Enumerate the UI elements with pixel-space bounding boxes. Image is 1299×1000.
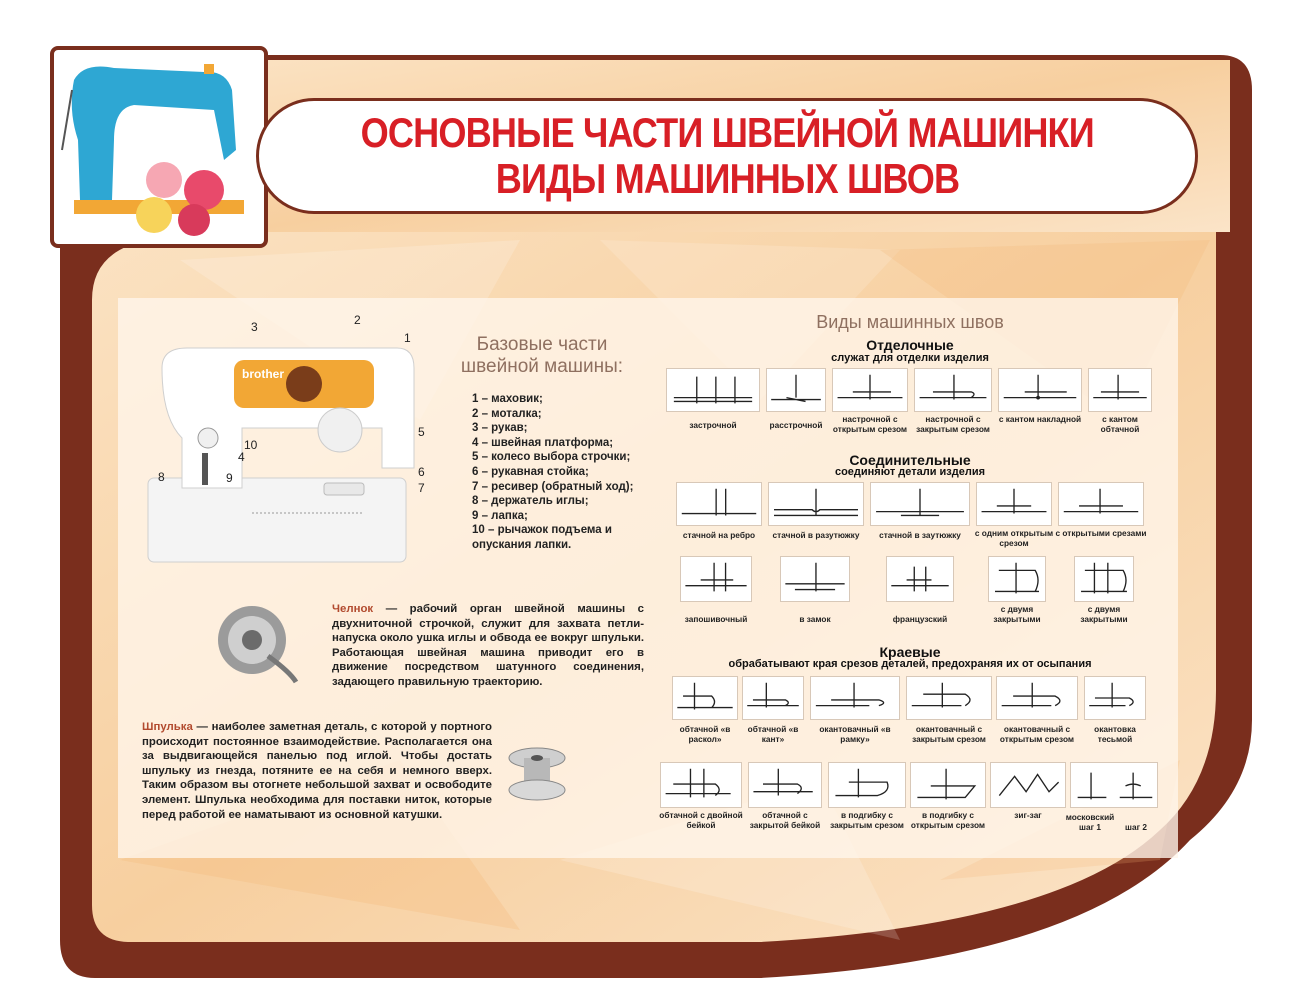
- parts-item: 9 – лапка;: [472, 509, 528, 522]
- seams-title: Виды машинных швов: [816, 312, 1004, 332]
- callout-2: 2: [354, 313, 361, 327]
- parts-item: 1 – маховик;: [472, 393, 543, 405]
- brand-label: brother: [242, 367, 284, 381]
- seam-caption: окантовка тесьмой: [1094, 724, 1136, 744]
- seam-caption: стачной в разутюжку: [772, 530, 860, 540]
- parts-item: 6 – рукавная стойка;: [472, 465, 589, 478]
- seam-edge: [742, 676, 804, 744]
- seam-caption: обтачной «в раскол»: [679, 724, 731, 744]
- parts-heading: Базовые части швейной машины:: [460, 334, 624, 377]
- seam-joining: [1074, 556, 1134, 624]
- shpulka-description: — наиболее заметная деталь, с которой у портного происходит постоянное взаимодействие. Располагается она за выдвигающейся панелью под иглой. Чтобы достать шпульку из гнезда, потяните ее на себя и немного вверх. Таким образом вы отогнете небольшой захват и освободите элемент. Шпулька необходима для поставки ниток, которые перед работой ее наматывают из основной катушки.: [142, 721, 492, 821]
- page-title-line-2: ВИДЫ МАШИННЫХ ШВОВ: [495, 155, 959, 202]
- sewing-machine-photo: [142, 318, 442, 568]
- edge-title: Краевые: [879, 644, 941, 660]
- joining-subtitle: соединяют детали изделия: [834, 466, 986, 478]
- callout-8: 8: [158, 470, 165, 484]
- seam-caption: застрочной: [689, 420, 737, 430]
- seam-caption: настрочной с закрытым срезом: [916, 414, 990, 434]
- chelnok-text: [332, 602, 644, 690]
- seam-finishing: [914, 368, 992, 434]
- seam-joining: [1055, 482, 1147, 538]
- seam-caption: в подгибку с закрытым срезом: [830, 810, 904, 830]
- seam-edge: [910, 762, 986, 830]
- seam-caption: с кантом обтачной: [1100, 414, 1140, 434]
- seam-joining: [768, 482, 864, 540]
- joining-title: Соединительные: [849, 452, 971, 468]
- seam-joining: [988, 556, 1046, 624]
- seam-caption: московский шаг 1: [1065, 812, 1115, 832]
- seam-edge: [672, 676, 738, 744]
- seam-caption: обтачной с двойной бейкой: [659, 810, 743, 830]
- seam-caption: в подгибку с открытым срезом: [910, 810, 986, 830]
- seam-edge: [906, 676, 992, 744]
- seam-edge: [659, 762, 743, 830]
- shuttle-image: [210, 598, 302, 690]
- seam-joining: [886, 556, 954, 624]
- parts-item: 8 – держатель иглы;: [472, 495, 589, 508]
- seam-finishing: [998, 368, 1082, 424]
- seam-edge: [1084, 676, 1146, 744]
- seam-joining: [780, 556, 850, 624]
- parts-item: опускания лапки.: [472, 538, 572, 551]
- shpulka-text: [142, 720, 492, 822]
- seam-caption: с двумя закрытыми: [993, 604, 1041, 624]
- callout-6: 6: [418, 465, 425, 479]
- seam-caption: с открытыми срезами: [1055, 528, 1147, 538]
- seam-caption: окантовачный с закрытым срезом: [912, 724, 986, 744]
- callout-7: 7: [418, 481, 425, 495]
- seam-caption: с двумя закрытыми: [1080, 604, 1128, 624]
- seam-edge: [996, 676, 1078, 744]
- seam-edge: [990, 762, 1066, 820]
- seam-caption: обтачной с закрытой бейкой: [749, 810, 821, 830]
- seam-joining: [974, 482, 1054, 548]
- parts-item: 3 – рукав;: [472, 422, 528, 435]
- callout-10: 10: [244, 438, 258, 452]
- seam-finishing: [832, 368, 908, 434]
- seam-edge: [828, 762, 906, 830]
- edge-subtitle: обрабатывают края срезов деталей, предохраняя их от осыпания: [728, 658, 1092, 670]
- parts-item: 2 – моталка;: [472, 407, 542, 420]
- seam-caption: с одним открытым срезом: [974, 528, 1054, 548]
- chelnok-term: Челнок: [332, 603, 374, 615]
- seam-caption: стачной на ребро: [682, 530, 756, 540]
- parts-item: 5 – колесо выбора строчки;: [472, 451, 631, 464]
- seam-caption: стачной в заутюжку: [879, 530, 961, 540]
- seam-edge: [748, 762, 822, 830]
- seam-caption: расстрочной: [769, 420, 823, 430]
- bobbin-image: [502, 740, 572, 810]
- callout-3: 3: [251, 320, 258, 334]
- seam-caption: с кантом накладной: [998, 414, 1082, 424]
- seam-finishing: [666, 368, 760, 430]
- sewing-machine-illustration: [50, 46, 268, 248]
- seam-finishing: [1088, 368, 1152, 434]
- callout-5: 5: [418, 425, 425, 439]
- seam-caption: окантовачный «в рамку»: [819, 724, 891, 744]
- parts-item: 7 – ресивер (обратный ход);: [472, 480, 634, 493]
- callout-1: 1: [404, 331, 411, 345]
- parts-list: [472, 392, 642, 553]
- title-banner: [256, 98, 1198, 214]
- finishing-title: Отделочные: [866, 337, 954, 353]
- seam-joining: [870, 482, 970, 540]
- seam-caption: французский: [892, 614, 948, 624]
- shpulka-term: Шпулька: [142, 721, 193, 733]
- callout-4: 4: [238, 450, 245, 464]
- seam-caption: запошивочный: [684, 614, 748, 624]
- parts-item: 10 – рычажок подъема и: [472, 524, 612, 537]
- chelnok-description: — рабочий орган швейной машины с двухниточной строчкой, служит для захвата петли-напуска около ушка иглы и обвода ее вокруг шпульки. Работающая швейная машина приводит его в движение посредством шатунного соединения, задающего правильную траекторию.: [332, 603, 644, 688]
- seam-caption: в замок: [799, 614, 831, 624]
- seam-joining: [680, 556, 752, 624]
- callout-9: 9: [226, 471, 233, 485]
- seam-edge: [1065, 762, 1158, 832]
- seam-caption: окантовачный с открытым срезом: [999, 724, 1075, 744]
- seam-caption: настрочной с открытым срезом: [832, 414, 908, 434]
- seam-caption: зиг-заг: [1014, 810, 1042, 820]
- seam-finishing: [766, 368, 826, 430]
- seam-caption: шаг 2: [1125, 822, 1147, 832]
- seam-caption: обтачной «в кант»: [747, 724, 799, 744]
- finishing-subtitle: служат для отделки изделия: [831, 352, 989, 364]
- parts-item: 4 – швейная платформа;: [472, 436, 614, 449]
- page-title-line-1: ОСНОВНЫЕ ЧАСТИ ШВЕЙНОЙ МАШИНКИ: [360, 109, 1094, 156]
- seam-edge: [810, 676, 900, 744]
- seam-joining: [676, 482, 762, 540]
